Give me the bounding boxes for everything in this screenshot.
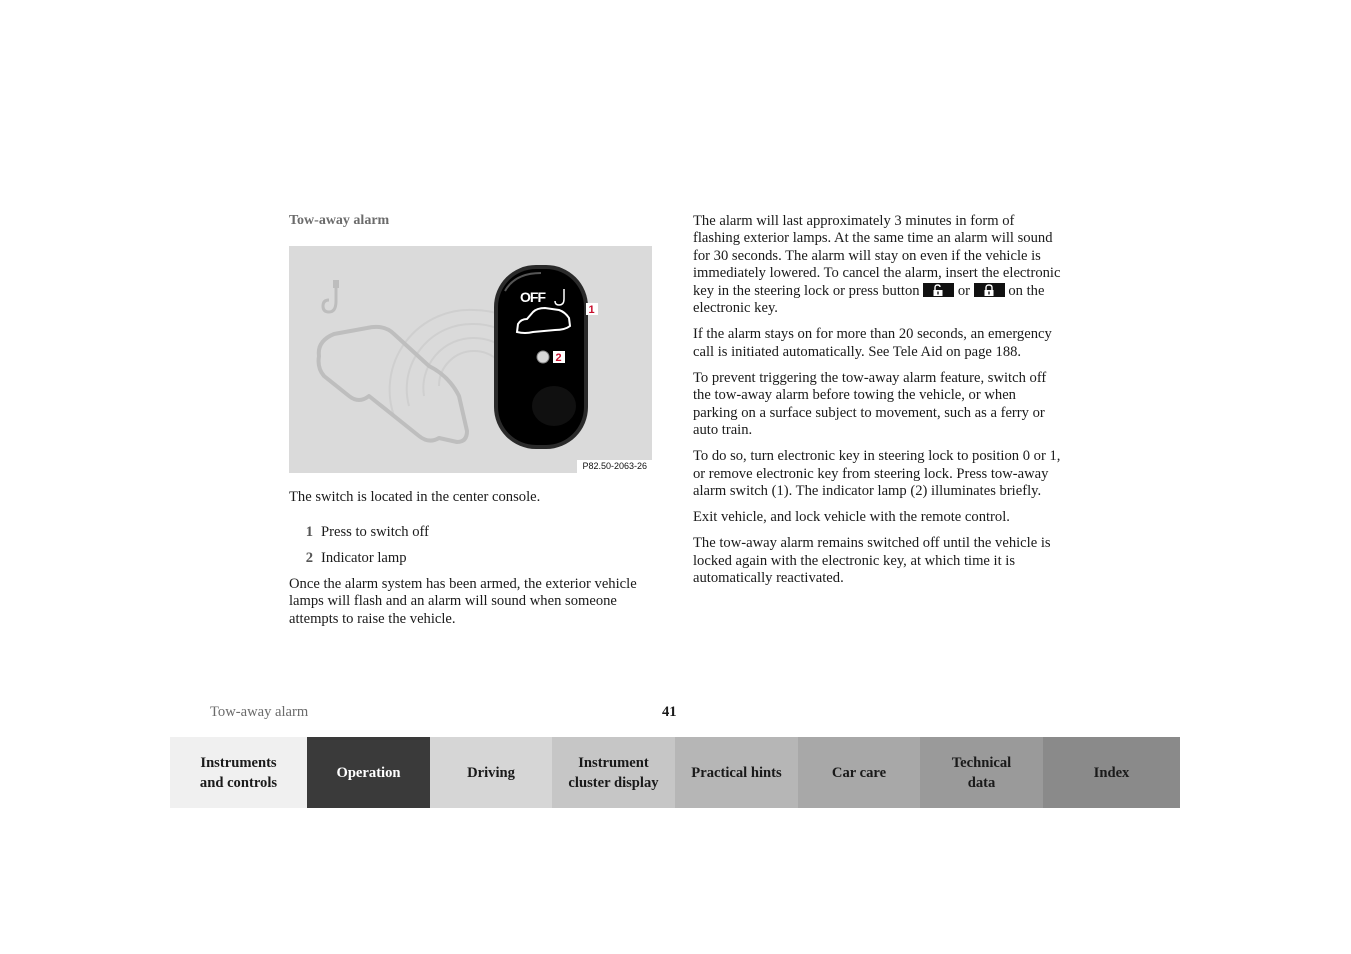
emergency-call-paragraph: If the alarm stays on for more than 20 seconds, an emergency call is initiated automatically. See Tele Aid on page 188. — [693, 326, 1052, 360]
svg-text:2: 2 — [555, 352, 562, 364]
switch-illustration — [289, 246, 652, 473]
cancel-alarm-text: The alarm will last approximately 3 minutes in form of flashing exterior lamps. At the same time an alarm will sound for 30 seconds. The alarm will stay on even if the vehicle is immediately lowered. To cancel the alarm, insert the electronic key in the steering lock or press button — [693, 212, 1061, 299]
tab-index[interactable]: Index — [1043, 737, 1180, 808]
lock-key-icon — [974, 283, 1005, 297]
callout-2 — [553, 351, 565, 364]
right-column — [693, 213, 1063, 597]
intro-text: The switch is located in the center console. — [289, 489, 541, 505]
cancel-alarm-paragraph — [693, 213, 1063, 318]
tow-away-switch-figure — [289, 246, 652, 473]
svg-text:1: 1 — [588, 304, 595, 316]
lifted-car-icon — [319, 327, 467, 442]
armed-paragraph: Once the alarm system has been armed, the exterior vehicle lamps will flash and an alarm will sound when someone attempts to raise the vehicle. — [289, 575, 637, 627]
tab-car-care[interactable]: Car care — [798, 737, 920, 808]
legend-item — [289, 524, 655, 542]
tab-practical-hints[interactable]: Practical hints — [675, 737, 798, 808]
key-suffix-text: on the electronic key. — [693, 282, 1045, 316]
legend-text: Indicator lamp — [321, 549, 407, 566]
legend-number: 1 — [305, 523, 313, 540]
switch-off-steps-paragraph: To do so, turn electronic key in steering lock to position 0 or 1, or remove electronic key from steering lock. Press tow-away alarm switch (1). The indicator lamp (2) illuminates briefly. — [693, 448, 1061, 499]
left-column — [289, 489, 655, 637]
tab-operation[interactable]: Operation — [307, 737, 430, 808]
figure-code: P82.50-2063-26 — [577, 460, 652, 473]
indicator-lamp-icon — [537, 351, 549, 363]
tow-hook-icon — [323, 280, 339, 312]
legend-item — [289, 550, 655, 568]
footer-title: Tow-away alarm — [210, 704, 309, 720]
off-label: OFF — [520, 289, 545, 305]
tow-away-switch — [494, 265, 588, 449]
prevent-triggering-paragraph: To prevent triggering the tow-away alarm feature, switch off the tow-away alarm before towing the vehicle, or when parking on a surface subject to movement, such as a ferry or auto train. — [693, 369, 1047, 438]
or-text: or — [957, 282, 971, 299]
unlock-key-icon — [923, 283, 954, 297]
reactivation-paragraph: The tow-away alarm remains switched off until the vehicle is locked again with the electronic key, at which time it is automatically reactivated. — [693, 535, 1051, 586]
legend-number: 2 — [305, 549, 313, 566]
tab-driving[interactable]: Driving — [430, 737, 552, 808]
exit-vehicle-paragraph: Exit vehicle, and lock vehicle with the remote control. — [693, 509, 1010, 525]
page-number: 41 — [662, 704, 677, 720]
callout-1 — [586, 303, 598, 316]
tab-instrument-cluster-display[interactable]: Instrument cluster display — [552, 737, 675, 808]
legend-text: Press to switch off — [321, 523, 429, 540]
tab-instruments-and-controls[interactable]: Instruments and controls — [170, 737, 307, 808]
tab-technical-data[interactable]: Technical data — [920, 737, 1043, 808]
chapter-nav — [170, 737, 1180, 808]
section-heading: Tow-away alarm — [289, 213, 390, 228]
